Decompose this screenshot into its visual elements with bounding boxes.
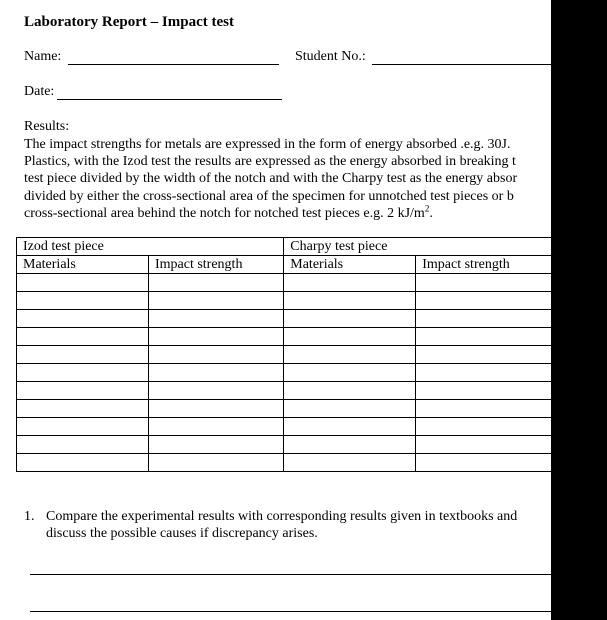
name-field[interactable] (68, 64, 279, 65)
table-row (17, 418, 552, 436)
table-subheader-row (17, 256, 552, 274)
table-cell[interactable] (17, 274, 149, 292)
table-cell[interactable] (284, 274, 416, 292)
table-cell[interactable] (148, 310, 283, 328)
student-no-field[interactable] (372, 64, 551, 65)
table-cell[interactable] (416, 436, 551, 454)
table-cell[interactable] (284, 328, 416, 346)
table-cell[interactable] (416, 400, 551, 418)
table-cell[interactable] (284, 436, 416, 454)
page-title: Laboratory Report – Impact test (24, 14, 234, 30)
table-cell[interactable] (17, 328, 149, 346)
superscript-two: 2 (424, 203, 430, 214)
charpy-header: Charpy test piece (284, 238, 551, 256)
table-cell[interactable] (17, 454, 149, 472)
table-cell[interactable] (284, 454, 416, 472)
table-cell[interactable] (148, 328, 283, 346)
table-cell[interactable] (148, 418, 283, 436)
table-cell[interactable] (148, 382, 283, 400)
results-table (16, 237, 551, 472)
table-cell[interactable] (416, 364, 551, 382)
table-cell[interactable] (148, 274, 283, 292)
answer-line[interactable] (30, 611, 551, 612)
table-cell[interactable] (148, 436, 283, 454)
table-cell[interactable] (284, 310, 416, 328)
table-cell[interactable] (17, 364, 149, 382)
question-number: 1. (24, 509, 35, 524)
table-row (17, 310, 552, 328)
black-overlay-bar (551, 0, 607, 620)
table-header-row (17, 238, 552, 256)
table-cell[interactable] (17, 382, 149, 400)
table-cell[interactable] (416, 346, 551, 364)
col-strength-izod: Impact strength (148, 256, 283, 274)
table-cell[interactable] (284, 292, 416, 310)
izod-header: Izod test piece (17, 238, 284, 256)
student-no-label: Student No.: (295, 49, 366, 64)
results-paragraph (24, 136, 551, 222)
col-strength-charpy: Impact strength (416, 256, 551, 274)
paragraph-line: The impact strengths for metals are expressed in the form of energy absorbed .e.g. 30J. (24, 137, 511, 152)
col-materials-charpy: Materials (284, 256, 416, 274)
table-cell[interactable] (416, 454, 551, 472)
table-cell[interactable] (148, 292, 283, 310)
question-1 (24, 508, 517, 542)
table-cell[interactable] (284, 364, 416, 382)
table-row (17, 274, 552, 292)
date-field[interactable] (57, 99, 282, 100)
answer-line[interactable] (30, 574, 551, 575)
table-cell[interactable] (284, 346, 416, 364)
paragraph-line: Plastics, with the Izod test the results are expressed as the energy absorbed in breaking t (24, 154, 516, 170)
name-label: Name: (24, 49, 62, 64)
paragraph-period: . (429, 205, 433, 221)
question-line: discuss the possible causes if discrepancy arises. (46, 526, 318, 541)
table-cell[interactable] (17, 400, 149, 418)
date-label: Date: (24, 84, 55, 99)
col-materials-izod: Materials (17, 256, 149, 274)
table-cell[interactable] (416, 274, 551, 292)
table-row (17, 454, 552, 472)
paragraph-line (24, 205, 551, 222)
table-cell[interactable] (17, 436, 149, 454)
table-cell[interactable] (416, 382, 551, 400)
table-cell[interactable] (416, 418, 551, 436)
question-line: Compare the experimental results with corresponding results given in textbooks and (46, 509, 518, 524)
table-cell[interactable] (17, 310, 149, 328)
table-cell[interactable] (284, 400, 416, 418)
table-row (17, 364, 552, 382)
table-cell[interactable] (284, 418, 416, 436)
table-row (17, 400, 552, 418)
table-cell[interactable] (17, 346, 149, 364)
table-row (17, 346, 552, 364)
paragraph-line: divided by either the cross-sectional area of the specimen for unnotched test pieces or b (24, 188, 514, 204)
table-cell[interactable] (416, 310, 551, 328)
table-cell[interactable] (17, 418, 149, 436)
table-row (17, 382, 552, 400)
table-cell[interactable] (416, 292, 551, 310)
table-cell[interactable] (148, 400, 283, 418)
table-cell[interactable] (148, 364, 283, 382)
table-cell[interactable] (148, 346, 283, 364)
paragraph-line: test piece divided by the width of the notch and with the Charpy test as the energy absor (24, 171, 518, 187)
table-cell[interactable] (416, 328, 551, 346)
results-label: Results: (24, 119, 70, 134)
table-cell[interactable] (17, 292, 149, 310)
table-row (17, 292, 552, 310)
table-cell[interactable] (284, 382, 416, 400)
paragraph-line-text: cross-sectional area behind the notch for notched test pieces e.g. 2 kJ/m (24, 205, 425, 221)
table-row (17, 436, 552, 454)
table-cell[interactable] (148, 454, 283, 472)
table-row (17, 328, 552, 346)
